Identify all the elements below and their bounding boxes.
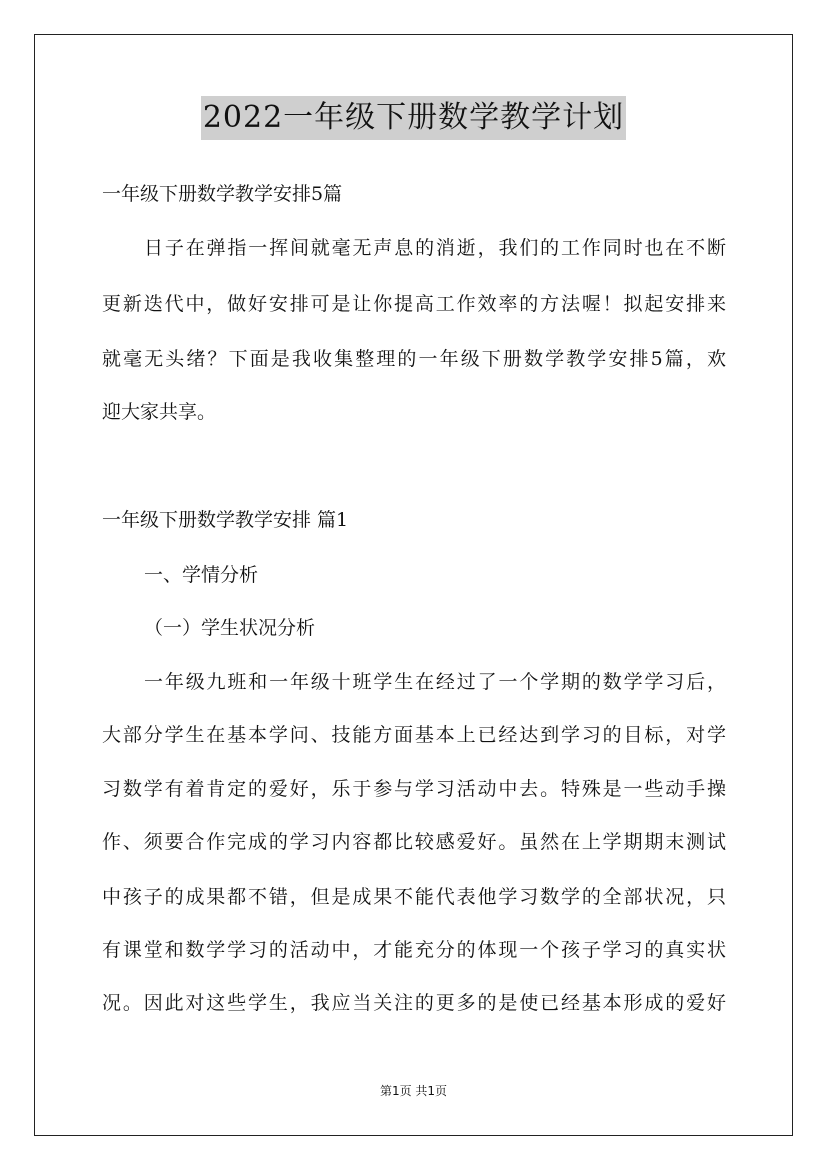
body-line: 大部分学生在基本学问、技能方面基本上已经达到学习的目标，对学 — [102, 724, 726, 746]
body-line: 中孩子的成果都不错，但是成果不能代表他学习数学的全部状况，只 — [102, 886, 726, 908]
intro-line: 更新迭代中，做好安排可是让你提高工作效率的方法喔！拟起安排来 — [102, 293, 726, 315]
intro-line: 就毫无头绪？下面是我收集整理的一年级下册数学教学安排5篇，欢 — [102, 348, 726, 370]
intro-line: 日子在弹指一挥间就毫无声息的消逝，我们的工作同时也在不断 — [144, 237, 726, 259]
heading-level-1: 一、学情分析 — [144, 564, 259, 586]
body-line: 一年级九班和一年级十班学生在经过了一个学期的数学学习后， — [144, 671, 726, 693]
page-footer: 第1页 共1页 — [379, 1084, 448, 1098]
body-line: 况。因此对这些学生，我应当关注的更多的是使已经基本形成的爱好 — [102, 992, 726, 1014]
intro-line: 迎大家共享。 — [102, 401, 217, 423]
section-heading: 一年级下册数学教学安排 篇1 — [102, 509, 349, 531]
document-title: 2022一年级下册数学教学计划 — [201, 96, 626, 140]
heading-level-2: （一）学生状况分析 — [144, 617, 316, 639]
body-line: 习数学有着肯定的爱好，乐于参与学习活动中去。特殊是一些动手操 — [102, 778, 726, 800]
body-line: 有课堂和数学学习的活动中，才能充分的体现一个孩子学习的真实状 — [102, 939, 726, 961]
body-line: 作、须要合作完成的学习内容都比较感爱好。虽然在上学期期末测试 — [102, 831, 726, 853]
title-container — [0, 96, 827, 140]
document-subtitle: 一年级下册数学教学安排5篇 — [102, 183, 343, 205]
